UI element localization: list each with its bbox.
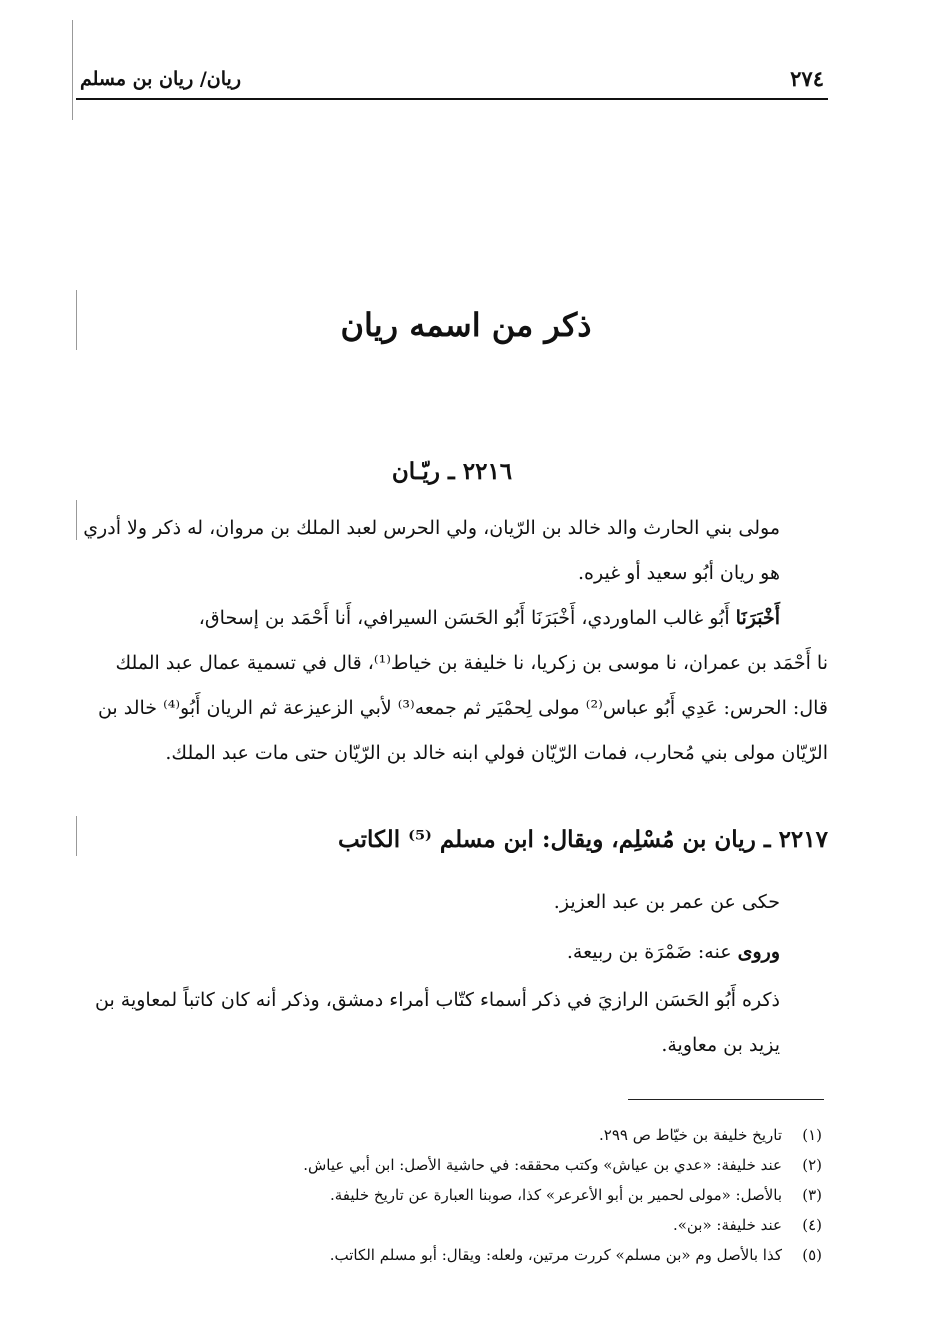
entry-heading-2216: ٢٢١٦ ـ ريّـان [391,458,513,485]
running-title: ريان/ ريان بن مسلم [80,68,242,90]
footnotes [182,1120,822,1270]
footnote-text: عند خليفة: «بن». [672,1216,782,1234]
footnote-2 [182,1150,822,1180]
footnote-number: (٥) [802,1246,822,1264]
footnote-4 [182,1210,822,1240]
entry-heading-2217: ٢٢١٧ ـ ريان بن مُسْلِم، ويقال: ابن مسلم ⁽⁵⁾ الكاتب [337,826,828,853]
lead-rest: أَبُو غالب الماوردي، أَخْبَرَنَا أَبُو الحَسَن السيرافي، أَنا أَحْمَد بن إسحاق، [198,607,736,629]
entry-2216-paragraph-1 [76,506,828,596]
footnote-divider [628,1099,824,1100]
footnote-text: بالأصل: «مولى لحمير بن أبو الأعرعر» كذا، صوبنا العبارة عن تاريخ خليفة. [329,1186,782,1204]
footnote-1 [182,1120,822,1150]
lead-rest: عنه: ضَمْرَة بن ربيعة. [566,941,738,963]
lead-word: وروى [737,941,780,963]
footnote-number: (٣) [802,1186,822,1204]
scan-margin-line [72,20,73,120]
footnote-3 [182,1180,822,1210]
paragraph-text: حكى عن عمر بن عبد العزيز. [553,891,780,913]
footnote-number: (١) [802,1126,822,1144]
footnote-text: تاريخ خليفة بن خيّاط ص ٢٩٩. [598,1126,782,1144]
footnote-number: (٢) [802,1156,822,1174]
footnote-text: كذا بالأصل وم «بن مسلم» كررت مرتين، ولعله: ويقال: أبو مسلم الكاتب. [329,1246,782,1264]
page-number: ٢٧٤ [790,66,824,91]
entry-2217-line-2 [76,930,828,975]
scan-margin-line [76,816,77,856]
section-title: ذكر من اسمه ريان [340,306,592,344]
paragraph-text: ذكره أَبُو الحَسَن الرازيَ في ذكر أسماء كتّاب أمراء دمشق، وذكر أنه كان كاتباً لمعاوية بن يزيد بن معاوية. [94,989,780,1056]
footnote-text: عند خليفة: «عدي بن عياش» وكتب محققه: في حاشية الأصل: ابن أبي عياش. [303,1156,782,1174]
page-header [76,66,828,100]
paragraph-lead-line [76,930,828,975]
footnote-number: (٤) [802,1216,822,1234]
entry-2217-line-1 [76,880,828,925]
lead-word: أَخْبَرَنَا [735,607,780,629]
footnote-5 [182,1240,822,1270]
entry-2217-line-3 [76,978,828,1068]
paragraph-lead-line [76,596,828,641]
entry-2216-paragraph-2 [76,596,828,776]
paragraph-text: مولى بني الحارث والد خالد بن الرّيان، ولي الحرس لعبد الملك بن مروان، له ذكر ولا أدري هو ريان أبُو سعيد أو غيره. [83,517,780,584]
paragraph-text: نا أَحْمَد بن عمران، نا موسى بن زكريا، نا خليفة بن خياط⁽¹⁾، قال في تسمية عمال عبد الملك قال: الحرس: عَدِي أَبُو عباس⁽²⁾ مولى لِحمْيَر ثم جمعه⁽³⁾ لأبي الزعيزعة ثم الريان أَبُو⁽⁴⁾ خالد بن الرّيّان مولى بني مُحارب، فمات الرّيّان فولي ابنه خالد بن الرّيّان حتى مات عبد الملك. [97,652,828,764]
